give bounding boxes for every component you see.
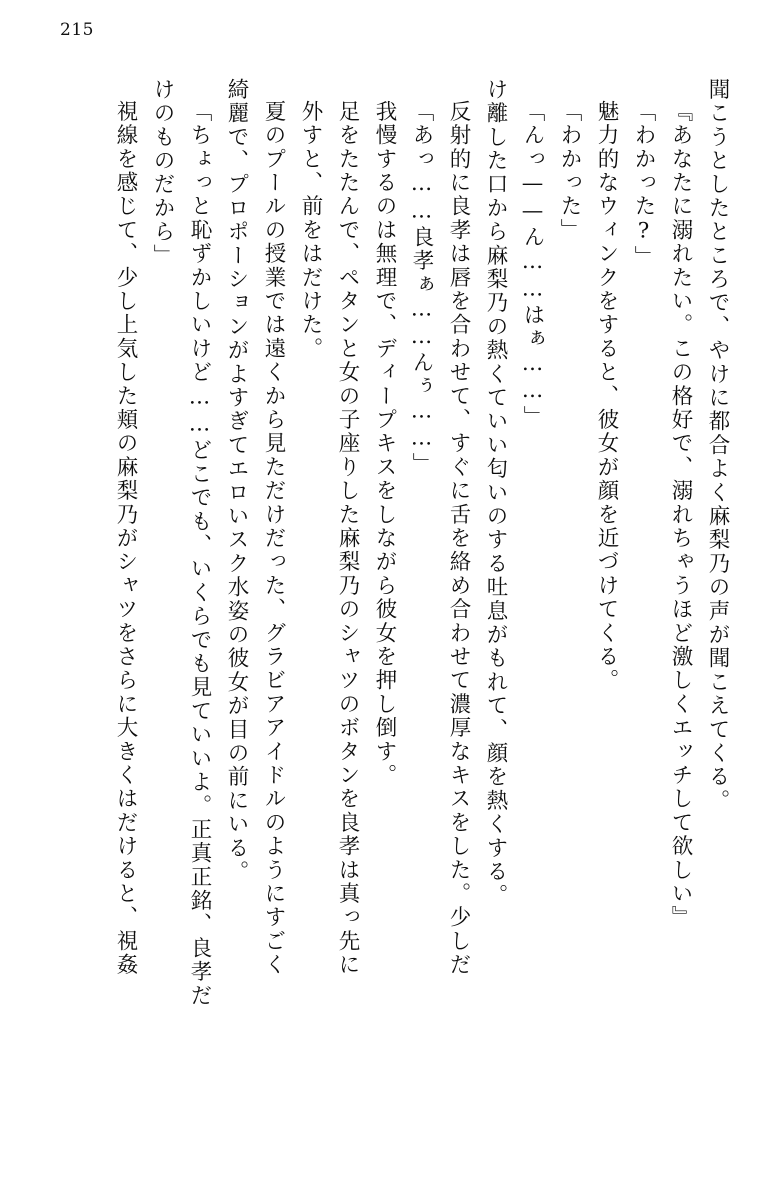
text-column: 夏のプールの授業では遠くから見ただけだった、グラビアアイドルのようにすごく	[261, 100, 286, 977]
text-column: けのものだから」	[150, 78, 175, 268]
text-column: け離した口から麻梨乃の熱くていい匂いのする吐息がもれて、顔を熱くする。	[483, 78, 508, 908]
text-column: 視線を感じて、少し上気した頬の麻梨乃がシャツをさらに大きくはだけると、視姦	[113, 100, 138, 977]
text-column: 「ちょっと恥ずかしいけど……どこでも、いくらでも見ていいよ。正真正銘、良孝だ	[187, 100, 212, 1008]
text-column: 外すと、前をはだけた。	[298, 100, 323, 361]
text-column: 聞こうとしたところで、やけに都合よく麻梨乃の声が聞こえてくる。	[705, 78, 730, 813]
text-column: 綺麗で、プロポーションがよすぎてエロいスク水姿の彼女が目の前にいる。	[224, 78, 249, 884]
page-number: 215	[60, 20, 94, 40]
text-column: 魅力的なウィンクをすると、彼女が顔を近づけてくる。	[594, 100, 619, 693]
text-column: 我慢するのは無理で、ディープキスをしながら彼女を押し倒す。	[372, 100, 397, 788]
text-column: 「あっ……良孝ぁ……んぅ……」	[409, 100, 434, 477]
text-column: 反射的に良孝は唇を合わせて、すぐに舌を絡め合わせて濃厚なキスをした。少しだ	[446, 100, 471, 977]
text-column: 「わかった」	[557, 100, 582, 243]
text-column: 足をたたんで、ペタンと女の子座りした麻梨乃のシャツのボタンを良孝は真っ先に	[335, 100, 360, 977]
text-column: 『あなたに溺れたい。この格好で、溺れちゃうほど激しくエッチして欲しい』	[668, 100, 693, 930]
text-column: 「んっ——ん……はぁ……」	[520, 100, 545, 430]
vertical-text-body	[44, 78, 728, 1168]
text-column: 「わかった?」	[631, 100, 656, 270]
